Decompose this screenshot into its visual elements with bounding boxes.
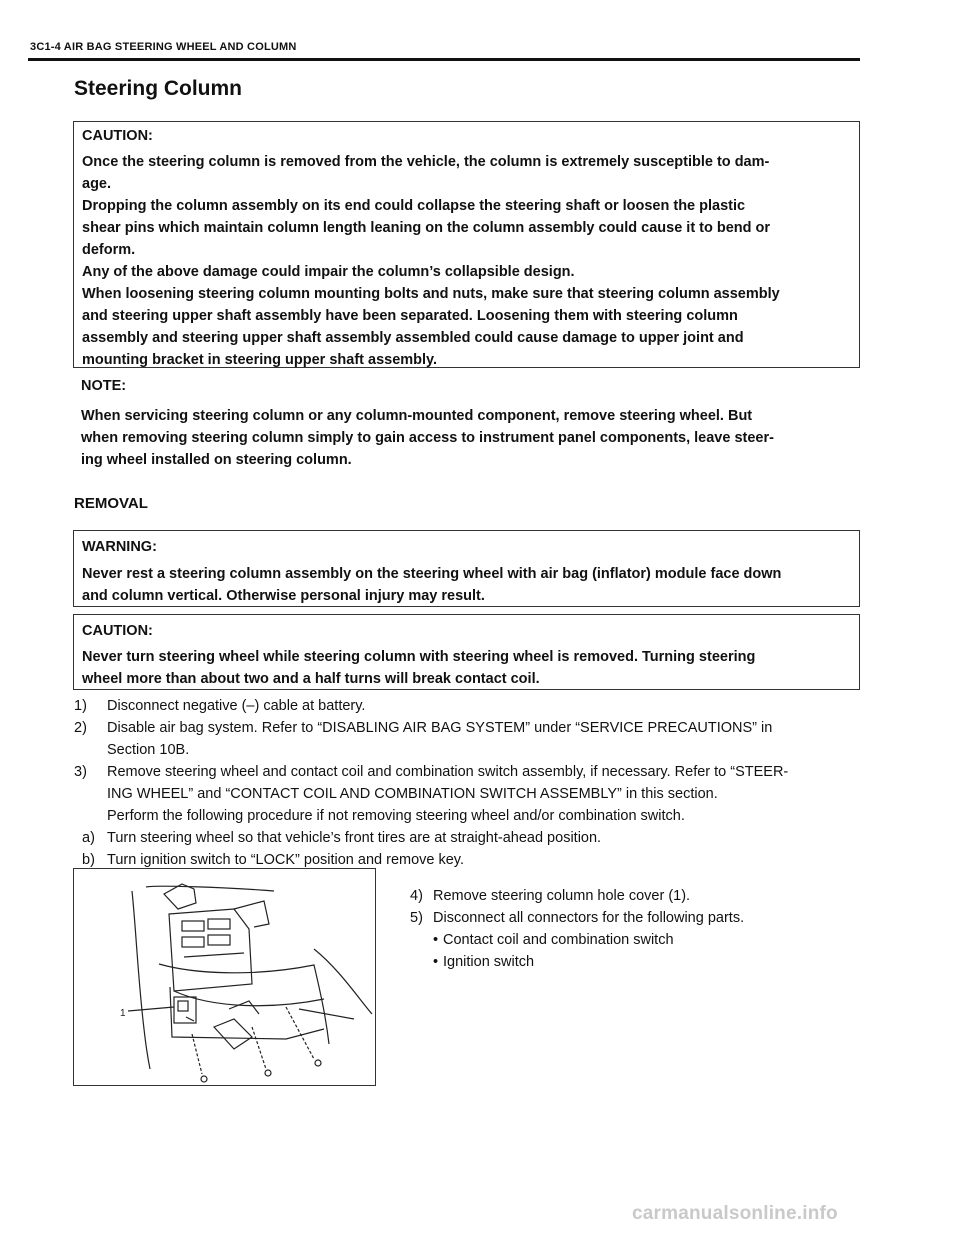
caution-line: wheel more than about two and a half turns will break contact coil. (82, 671, 540, 687)
step-text: Disable air bag system. Refer to “DISABLING AIR BAG SYSTEM” under “SERVICE PRECAUTIONS” in (107, 720, 773, 736)
note-text (81, 405, 852, 471)
caution-text (82, 151, 851, 371)
watermark: carmanualsonline.info (632, 1203, 838, 1224)
step-number: 2) (74, 720, 87, 736)
bullet-text: Ignition switch (443, 954, 535, 970)
step-number: 4) (410, 888, 423, 904)
caution-line: deform. (82, 242, 136, 258)
step-number: 3) (74, 764, 87, 780)
warning-label: WARNING: (82, 539, 157, 555)
removal-heading: REMOVAL (74, 495, 148, 512)
bullet-text: Contact coil and combination switch (443, 932, 674, 948)
bullet-item (410, 951, 860, 973)
caution-line: Once the steering column is removed from the vehicle, the column is extremely susceptible to dam- (82, 154, 770, 170)
step-text: Disconnect all connectors for the following parts. (433, 910, 745, 926)
step-5 (410, 907, 860, 929)
step-text: Section 10B. (107, 742, 190, 758)
step-text: Disconnect negative (–) cable at battery. (107, 698, 366, 714)
step-text: Remove steering column hole cover (1). (433, 888, 691, 904)
warning-line: and column vertical. Otherwise personal injury may result. (82, 588, 485, 604)
substep-text: Turn ignition switch to “LOCK” position and remove key. (107, 852, 465, 868)
step-4 (410, 885, 860, 907)
header-rule (28, 58, 860, 61)
step-number: 5) (410, 910, 423, 926)
step-3 (74, 761, 860, 827)
figure-callout-number: 1 (120, 1008, 126, 1019)
caution-label: CAUTION: (82, 623, 153, 639)
caution-line: When loosening steering column mounting bolts and nuts, make sure that steering column assembly (82, 286, 780, 302)
step-text: Perform the following procedure if not removing steering wheel and/or combination switch. (107, 808, 685, 824)
removal-steps (74, 695, 860, 871)
step-2 (74, 717, 860, 761)
caution-box-column (73, 121, 860, 368)
substep-letter: a) (82, 830, 95, 846)
warning-box (73, 530, 860, 607)
warning-text (82, 563, 851, 607)
right-steps (410, 885, 860, 973)
note-line: when removing steering column simply to gain access to instrument panel components, leave steer- (81, 430, 774, 446)
caution-label: CAUTION: (82, 128, 153, 144)
substep-text: Turn steering wheel so that vehicle’s front tires are at straight-ahead position. (107, 830, 602, 846)
caution-line: mounting bracket in steering upper shaft assembly. (82, 352, 438, 368)
step-number: 1) (74, 698, 87, 714)
bullet-item (410, 929, 860, 951)
column-hole-cover-figure (73, 868, 376, 1086)
warning-line: Never rest a steering column assembly on the steering wheel with air bag (inflator) module face down (82, 566, 782, 582)
bullet-dot: • (433, 932, 439, 948)
step-text: Remove steering wheel and contact coil and combination switch assembly, if necessary. Refer to “STEER- (107, 764, 789, 780)
caution-line: Dropping the column assembly on its end could collapse the steering shaft or loosen the plastic (82, 198, 746, 214)
running-header: 3C1-4 AIR BAG STEERING WHEEL AND COLUMN (30, 41, 297, 53)
caution-line: and steering upper shaft assembly have been separated. Loosening them with steering column (82, 308, 738, 324)
substep-a (74, 827, 860, 849)
step-text: ING WHEEL” and “CONTACT COIL AND COMBINATION SWITCH ASSEMBLY” in this section. (107, 786, 718, 802)
bullet-dot: • (433, 954, 439, 970)
section-title: Steering Column (74, 77, 243, 100)
substep-letter: b) (82, 852, 95, 868)
column-hole-cover-illustration (74, 869, 375, 1085)
note-label: NOTE: (81, 378, 127, 394)
note-line: When servicing steering column or any column-mounted component, remove steering wheel. But (81, 408, 753, 424)
caution-line: shear pins which maintain column length leaning on the column assembly could cause it to bend or (82, 220, 771, 236)
caution-box-wheel (73, 614, 860, 690)
caution-text (82, 646, 851, 690)
step-1 (74, 695, 860, 717)
caution-line: Never turn steering wheel while steering column with steering wheel is removed. Turning steering (82, 649, 756, 665)
caution-line: assembly and steering upper shaft assembly assembled could cause damage to upper joint and (82, 330, 744, 346)
caution-line: age. (82, 176, 112, 192)
note-line: ing wheel installed on steering column. (81, 452, 352, 468)
caution-line: Any of the above damage could impair the column’s collapsible design. (82, 264, 575, 280)
